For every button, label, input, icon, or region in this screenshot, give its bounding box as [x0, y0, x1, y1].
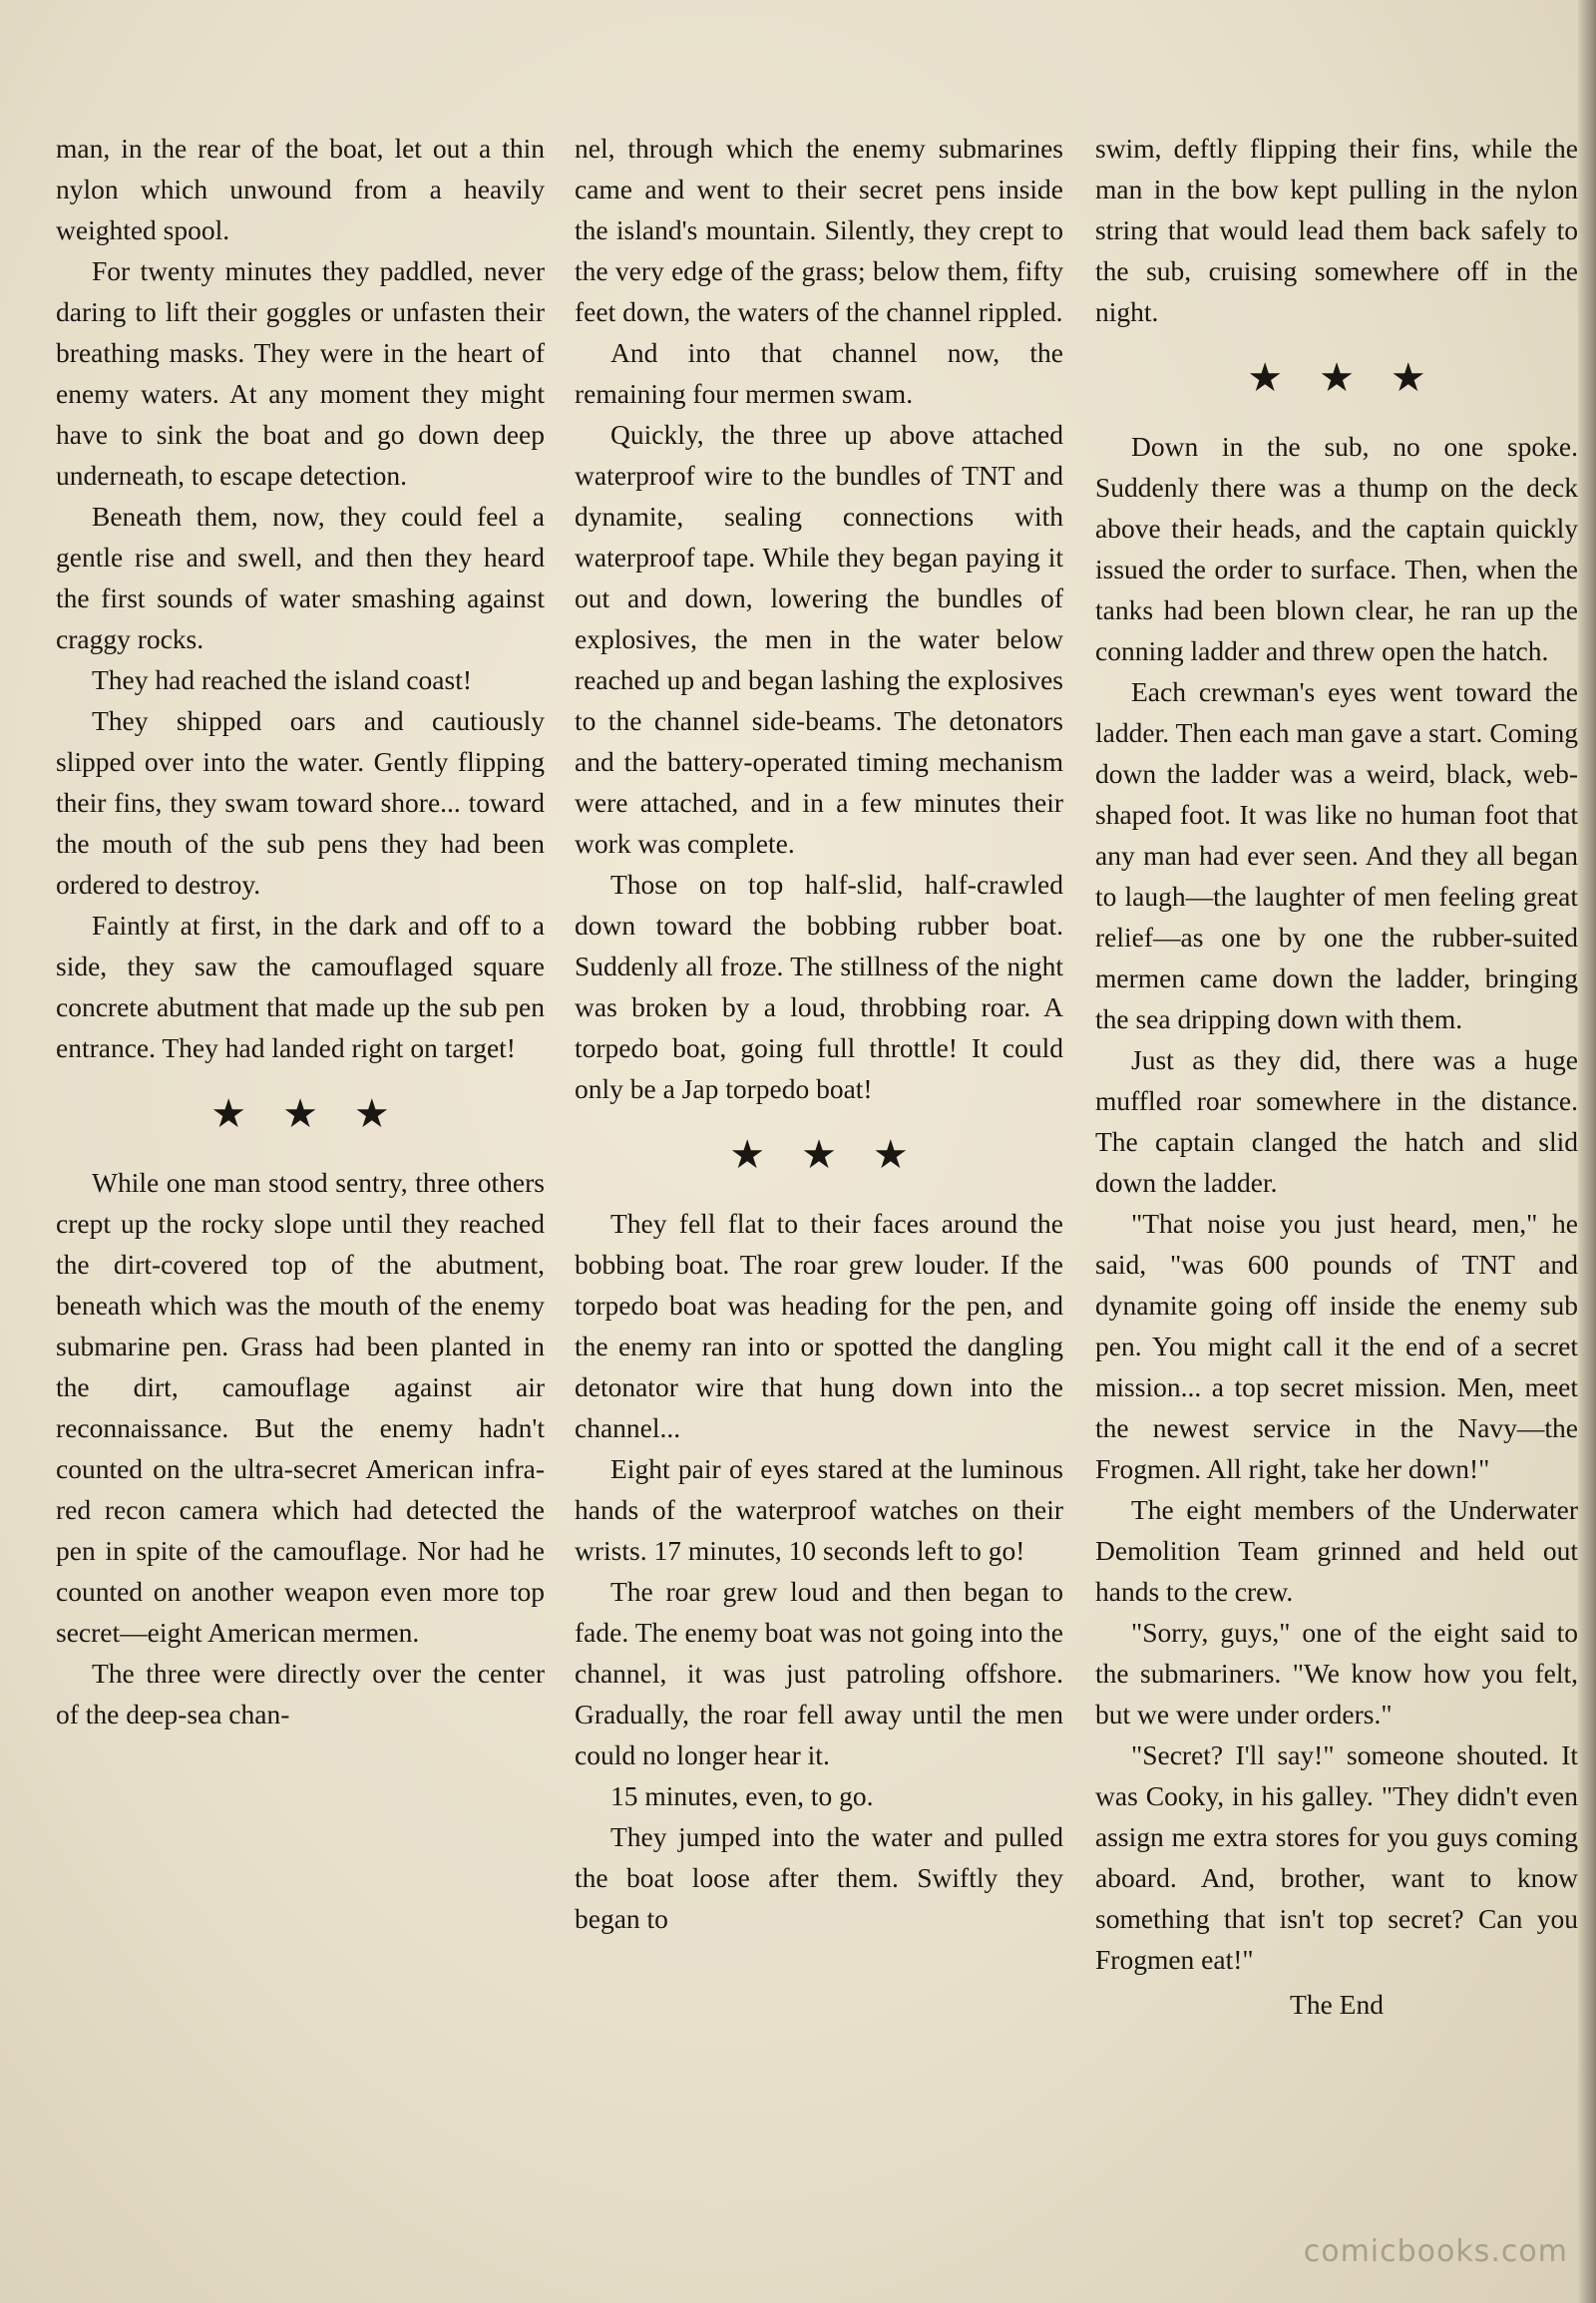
- page-edge-shadow: [1578, 0, 1596, 2303]
- paragraph: They jumped into the water and pulled the boat loose after them. Swiftly they began to: [575, 1821, 1063, 1934]
- paragraph: For twenty minutes they paddled, never daring to lift their goggles or unfasten their breathing masks. They were in the heart of enemy waters. At any moment they might have to sink the boat and go down deep underneath, to escape detection.: [56, 255, 545, 491]
- paragraph: nel, through which the enemy submarines came and went to their secret pens inside the island's mountain. Silently, they crept to the very edge of the grass; below them, fifty feet down, the waters of the channel rippled.: [575, 133, 1063, 327]
- paragraph: The three were directly over the center of the deep-sea chan-: [56, 1658, 545, 1729]
- text-column-3: [1095, 128, 1578, 2025]
- paragraph: Those on top half-slid, half-crawled down toward the bobbing rubber boat. Suddenly all froze. The stillness of the night was broken by a loud, throbbing roar. A torpedo boat, going full throttle! It could only be a Jap torpedo boat!: [575, 869, 1063, 1104]
- paragraph: While one man stood sentry, three others crept up the rocky slope until they reached the dirt-covered top of the abutment, beneath which was the mouth of the enemy submarine pen. Grass had been planted in the dirt, camouflage against air reconnaissance. But the enemy hadn't counted on the ultra-secret American infra-red recon camera which had detected the pen in spite of the camouflage. Nor had he counted on another weapon even more top secret—eight American mermen.: [56, 1167, 545, 1648]
- paragraph: "Sorry, guys," one of the eight said to the submariners. "We know how you felt, but we were under orders.": [1095, 1617, 1578, 1729]
- story-end-label: The End: [1290, 1989, 1384, 2020]
- paragraph: They fell flat to their faces around the bobbing boat. The roar grew louder. If the torpedo boat was heading for the pen, and the enemy ran into or spotted the dangling detonator wire that hung down into the channel...: [575, 1208, 1063, 1443]
- paragraph: They had reached the island coast!: [92, 664, 473, 695]
- paragraph: Down in the sub, no one spoke. Suddenly there was a thump on the deck above their heads, and the captain quickly issued the order to surface. Then, when the tanks had been blown clear, he ran up the conning ladder and threw open the hatch.: [1095, 431, 1578, 666]
- paragraph: The roar grew loud and then began to fade. The enemy boat was not going into the channel, it was just patroling offshore. Gradually, the roar fell away until the men could no longer hear it.: [575, 1576, 1063, 1770]
- paragraph: And into that channel now, the remaining four mermen swam.: [575, 337, 1063, 409]
- watermark: comicbooks.com: [1303, 2234, 1568, 2269]
- paragraph: Just as they did, there was a huge muffled roar somewhere in the distance. The captain clanged the hatch and slid down the ladder.: [1095, 1044, 1578, 1198]
- text-column-2: [575, 128, 1063, 1939]
- paragraph: They shipped oars and cautiously slipped over into the water. Gently flipping their fins, they swam toward shore... toward the mouth of the sub pens they had been ordered to destroy.: [56, 705, 545, 900]
- paragraph: Beneath them, now, they could feel a gentle rise and swell, and then they heard the first sounds of water smashing against craggy rocks.: [56, 501, 545, 654]
- paragraph: The eight members of the Underwater Demolition Team grinned and held out hands to the crew.: [1095, 1494, 1578, 1607]
- paragraph: "Secret? I'll say!" someone shouted. It was Cooky, in his galley. "They didn't even assign me extra stores for you guys coming aboard. And, brother, want to know something that isn't top secret? Can you Frogmen eat!": [1095, 1739, 1578, 1975]
- paragraph: Eight pair of eyes stared at the luminous hands of the waterproof watches on their wrists. 17 minutes, 10 seconds left to go!: [575, 1453, 1063, 1566]
- section-break-stars: ★★★: [210, 1091, 426, 1136]
- section-break-stars: ★★★: [1247, 355, 1462, 400]
- paragraph: 15 minutes, even, to go.: [610, 1780, 874, 1811]
- paragraph: "That noise you just heard, men," he said, "was 600 pounds of TNT and dynamite going off inside the enemy sub pen. You might call it the end of a secret mission... a top secret mission. Men, meet the newest service in the Navy—the Frogmen. All right, take her down!": [1095, 1208, 1578, 1484]
- paragraph: Each crewman's eyes went toward the ladder. Then each man gave a start. Coming down the ladder was a weird, black, web-shaped foot. It was like no human foot that any man had ever seen. And they all began to laugh—the laughter of men feeling great relief—as one by one the rubber-suited mermen came down the ladder, bringing the sea dripping down with them.: [1095, 676, 1578, 1034]
- paragraph: Quickly, the three up above attached waterproof wire to the bundles of TNT and dynamite, sealing connections with waterproof tape. While they began paying it out and down, lowering the bundles of explosives, the men in the water below reached up and began lashing the explosives to the channel side-beams. The detonators and the battery-operated timing mechanism were attached, and in a few minutes their work was complete.: [575, 419, 1063, 859]
- paragraph: man, in the rear of the boat, let out a thin nylon which unwound from a heavily weighted spool.: [56, 133, 545, 245]
- text-column-1: [56, 128, 545, 1734]
- paragraph: Faintly at first, in the dark and off to a side, they saw the camouflaged square concrete abutment that made up the sub pen entrance. They had landed right on target!: [56, 910, 545, 1063]
- paragraph: swim, deftly flipping their fins, while the man in the bow kept pulling in the nylon string that would lead them back safely to the sub, cruising somewhere off in the night.: [1095, 133, 1578, 327]
- section-break-stars: ★★★: [729, 1132, 945, 1177]
